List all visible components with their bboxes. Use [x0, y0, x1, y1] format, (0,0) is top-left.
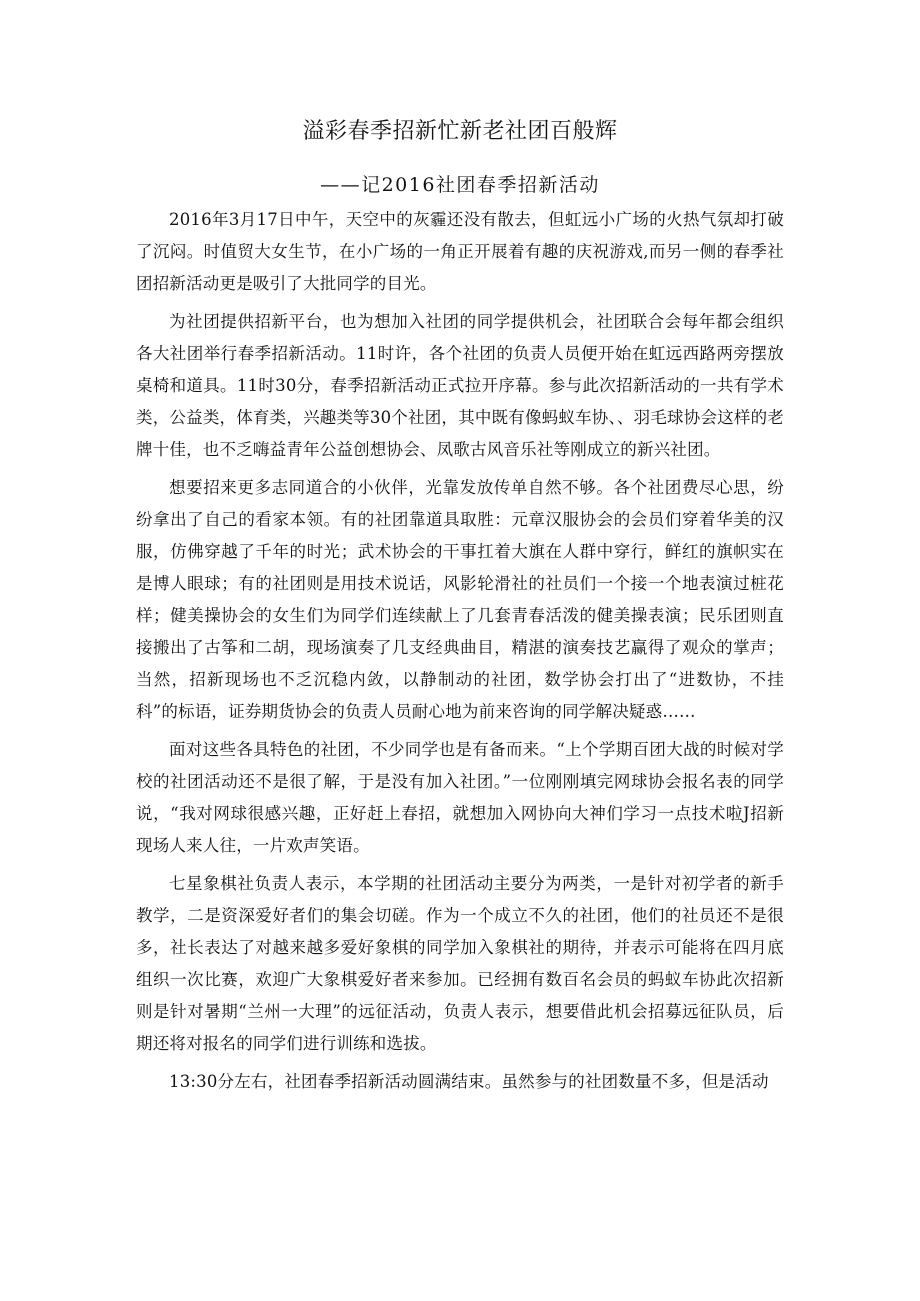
article-title: 溢彩春季招新忙新老社团百般辉 — [302, 119, 618, 144]
paragraph: 想要招来更多志同道合的小伙伴，光靠发放传单自然不够。各个社团费尽心思，纷纷拿出了自己的看家本领。有的社团靠道具取胜：元章汉服协会的会员们穿着华美的汉服，仿佛穿越了千年的时光；武术协会的干事扛着大旗在人群中穿行，鲜红的旗帜实在是博人眼球；有的社团则是用技术说话，风影轮滑社的社员们一个接一个地表演过桩花样；健美操协会的女生们为同学们连续献上了几套青春活泼的健美操表演；民乐团则直接搬出了古筝和二胡，现场演奏了几支经典曲目，精湛的演奏技艺赢得了观众的掌声；当然，招新现场也不乏沉稳内敛，以静制动的社团，数学协会打出了“进数协，不挂科”的标语，证券期货协会的负责人员耐心地为前来咨询的同学解决疑惑…… — [136, 478, 784, 721]
article-subtitle: ——记2016社团春季招新活动 — [320, 174, 600, 196]
paragraph: 13:30分左右，社团春季招新活动圆满结束。虽然参与的社团数量不多，但是活动 — [169, 1072, 769, 1091]
paragraph: 2016年3月17日中午，天空中的灰霾还没有散去，但虹远小广场的火热气氛却打破了沉闷。时值贸大女生节，在小广场的一角正开展着有趣的庆祝游戏,而另一侧的春季社团招新活动更是吸引了大批同学的目光。 — [136, 210, 784, 293]
paragraph: 面对这些各具特色的社团，不少同学也是有备而来。“上个学期百团大战的时候对学校的社团活动还不是很了解，于是没有加入社团。”一位刚刚填完网球协会报名表的同学说，“我对网球很感兴趣，正好赶上春招，就想加入网协向大神们学习一点技术啦J招新现场人来人往，一片欢声笑语。 — [136, 740, 784, 855]
paragraph: 七星象棋社负责人表示，本学期的社团活动主要分为两类，一是针对初学者的新手教学，二是资深爱好者们的集会切磋。作为一个成立不久的社团，他们的社员还不是很多，社长表达了对越来越多爱好象棋的同学加入象棋社的期待，并表示可能将在四月底组织一次比赛，欢迎广大象棋爱好者来参加。已经拥有数百名会员的蚂蚁车协此次招新则是针对暑期“兰州一大理”的远征活动，负责人表示，想要借此机会招募远征队员，后期还将对报名的同学们进行训练和选拔。 — [136, 874, 784, 1053]
paragraph: 为社团提供招新平台，也为想加入社团的同学提供机会，社团联合会每年都会组织各大社团举行春季招新活动。11时许，各个社团的负责人员便开始在虹远西路两旁摆放桌椅和道具。11时30分，春季招新活动正式拉开序幕。参与此次招新活动的一共有学术类，公益类，体育类，兴趣类等30个社团，其中既有像蚂蚁车协、、羽毛球协会这样的老牌十佳，也不乏嗨益青年公益创想协会、凤歌古风音乐社等刚成立的新兴社团。 — [136, 312, 784, 459]
article-body — [136, 204, 784, 1098]
